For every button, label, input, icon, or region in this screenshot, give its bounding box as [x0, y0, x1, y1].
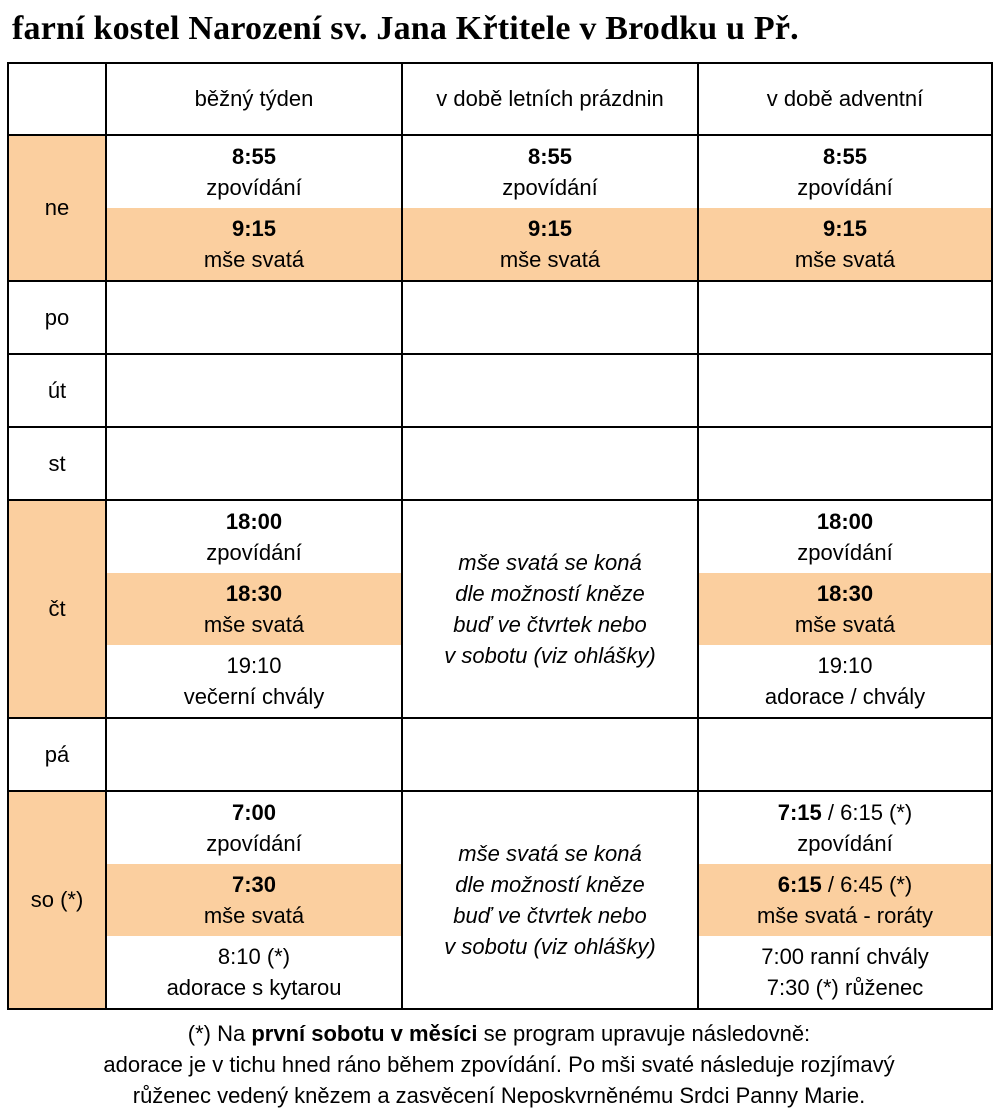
time: 7:30 [231, 872, 277, 897]
note-line: v sobotu (viz ohlášky) [444, 934, 656, 959]
empty-cell [402, 718, 698, 791]
header-summer-holidays: v době letních prázdnin [402, 63, 698, 135]
header-advent: v době adventní [698, 63, 992, 135]
activity: zpovídání [206, 831, 302, 856]
time: 9:15 [231, 216, 277, 241]
footnote-bold: první sobotu v měsíci [251, 1021, 478, 1046]
time: 7:00 [231, 800, 277, 825]
note-line: mše svatá se koná [458, 841, 642, 866]
activity: mše svatá [203, 612, 305, 637]
empty-cell [698, 427, 992, 500]
empty-cell [698, 718, 992, 791]
sunday-regular-cell [106, 135, 402, 281]
time: 18:30 [225, 581, 283, 606]
activity: mše svatá [794, 247, 896, 272]
row-wednesday [8, 427, 992, 500]
activity: zpovídání [797, 175, 893, 200]
day-label-monday: po [8, 281, 106, 354]
mass-schedule-table [7, 62, 993, 1010]
thursday-regular-cell [106, 500, 402, 718]
footnote-line: růženec vedený knězem a zasvěcení Neposkvrněnému Srdci Panny Marie. [132, 1083, 866, 1108]
note-line: mše svatá se koná [458, 550, 642, 575]
sunday-summer-cell [402, 135, 698, 281]
day-label-saturday: so (*) [8, 791, 106, 1009]
time [778, 869, 913, 900]
activity: mše svatá - roráty [756, 903, 934, 928]
activity: zpovídání [797, 831, 893, 856]
empty-cell [106, 427, 402, 500]
day-label-sunday: ne [8, 135, 106, 281]
day-label-friday: pá [8, 718, 106, 791]
header-row [8, 63, 992, 135]
sunday-advent-cell [698, 135, 992, 281]
empty-cell [698, 281, 992, 354]
footnote-line [0, 1018, 998, 1049]
saturday-summer-cell [402, 791, 698, 1009]
thursday-advent-cell [698, 500, 992, 718]
empty-cell [106, 281, 402, 354]
activity: večerní chvály [183, 684, 325, 709]
time: 19:10 [226, 653, 282, 678]
day-label-thursday: čt [8, 500, 106, 718]
row-sunday [8, 135, 992, 281]
note-line: dle možností kněze [455, 581, 645, 606]
empty-cell [402, 354, 698, 427]
time: 18:00 [816, 509, 874, 534]
thursday-summer-cell [402, 500, 698, 718]
empty-cell [106, 718, 402, 791]
activity: 7:30 (*) růženec [766, 975, 924, 1000]
empty-cell [698, 354, 992, 427]
row-tuesday [8, 354, 992, 427]
note-line: v sobotu (viz ohlášky) [444, 643, 656, 668]
row-saturday [8, 791, 992, 1009]
saturday-regular-cell [106, 791, 402, 1009]
time: 18:00 [225, 509, 283, 534]
activity: 7:00 ranní chvály [761, 944, 929, 969]
day-label-tuesday: út [8, 354, 106, 427]
footnote-line: adorace je v tichu hned ráno během zpovídání. Po mši svaté následuje rozjímavý [103, 1052, 895, 1077]
activity: zpovídání [502, 175, 598, 200]
note-line: buď ve čtvrtek nebo [453, 903, 647, 928]
row-thursday [8, 500, 992, 718]
note-line: dle možností kněze [455, 872, 645, 897]
time-bold: 6:15 [777, 872, 822, 897]
time: 8:10 (*) [217, 944, 291, 969]
activity: zpovídání [797, 540, 893, 565]
activity: adorace s kytarou [166, 975, 342, 1000]
time: 9:15 [822, 216, 868, 241]
time: 18:30 [816, 581, 874, 606]
time: 19:10 [817, 653, 873, 678]
activity: mše svatá [203, 247, 305, 272]
time: 8:55 [822, 144, 868, 169]
activity: mše svatá [499, 247, 601, 272]
header-regular-week: běžný týden [106, 63, 402, 135]
footnote-text: (*) Na [187, 1021, 252, 1046]
time-alt: / 6:45 (*) [821, 872, 913, 897]
activity: mše svatá [794, 612, 896, 637]
activity: adorace / chvály [764, 684, 926, 709]
time: 9:15 [527, 216, 573, 241]
time: 8:55 [527, 144, 573, 169]
corner-cell [8, 63, 106, 135]
footnote [0, 1018, 998, 1111]
activity: zpovídání [206, 175, 302, 200]
time: 8:55 [231, 144, 277, 169]
empty-cell [106, 354, 402, 427]
saturday-advent-cell [698, 791, 992, 1009]
empty-cell [402, 281, 698, 354]
page-title: farní kostel Narození sv. Jana Křtitele v Brodku u Př. [12, 10, 799, 47]
row-friday [8, 718, 992, 791]
day-label-wednesday: st [8, 427, 106, 500]
activity: zpovídání [206, 540, 302, 565]
activity: mše svatá [203, 903, 305, 928]
note-line: buď ve čtvrtek nebo [453, 612, 647, 637]
time [778, 797, 913, 828]
time-alt: / 6:15 (*) [821, 800, 913, 825]
row-monday [8, 281, 992, 354]
time-bold: 7:15 [777, 800, 822, 825]
empty-cell [402, 427, 698, 500]
footnote-text: se program upravuje následovně: [477, 1021, 811, 1046]
